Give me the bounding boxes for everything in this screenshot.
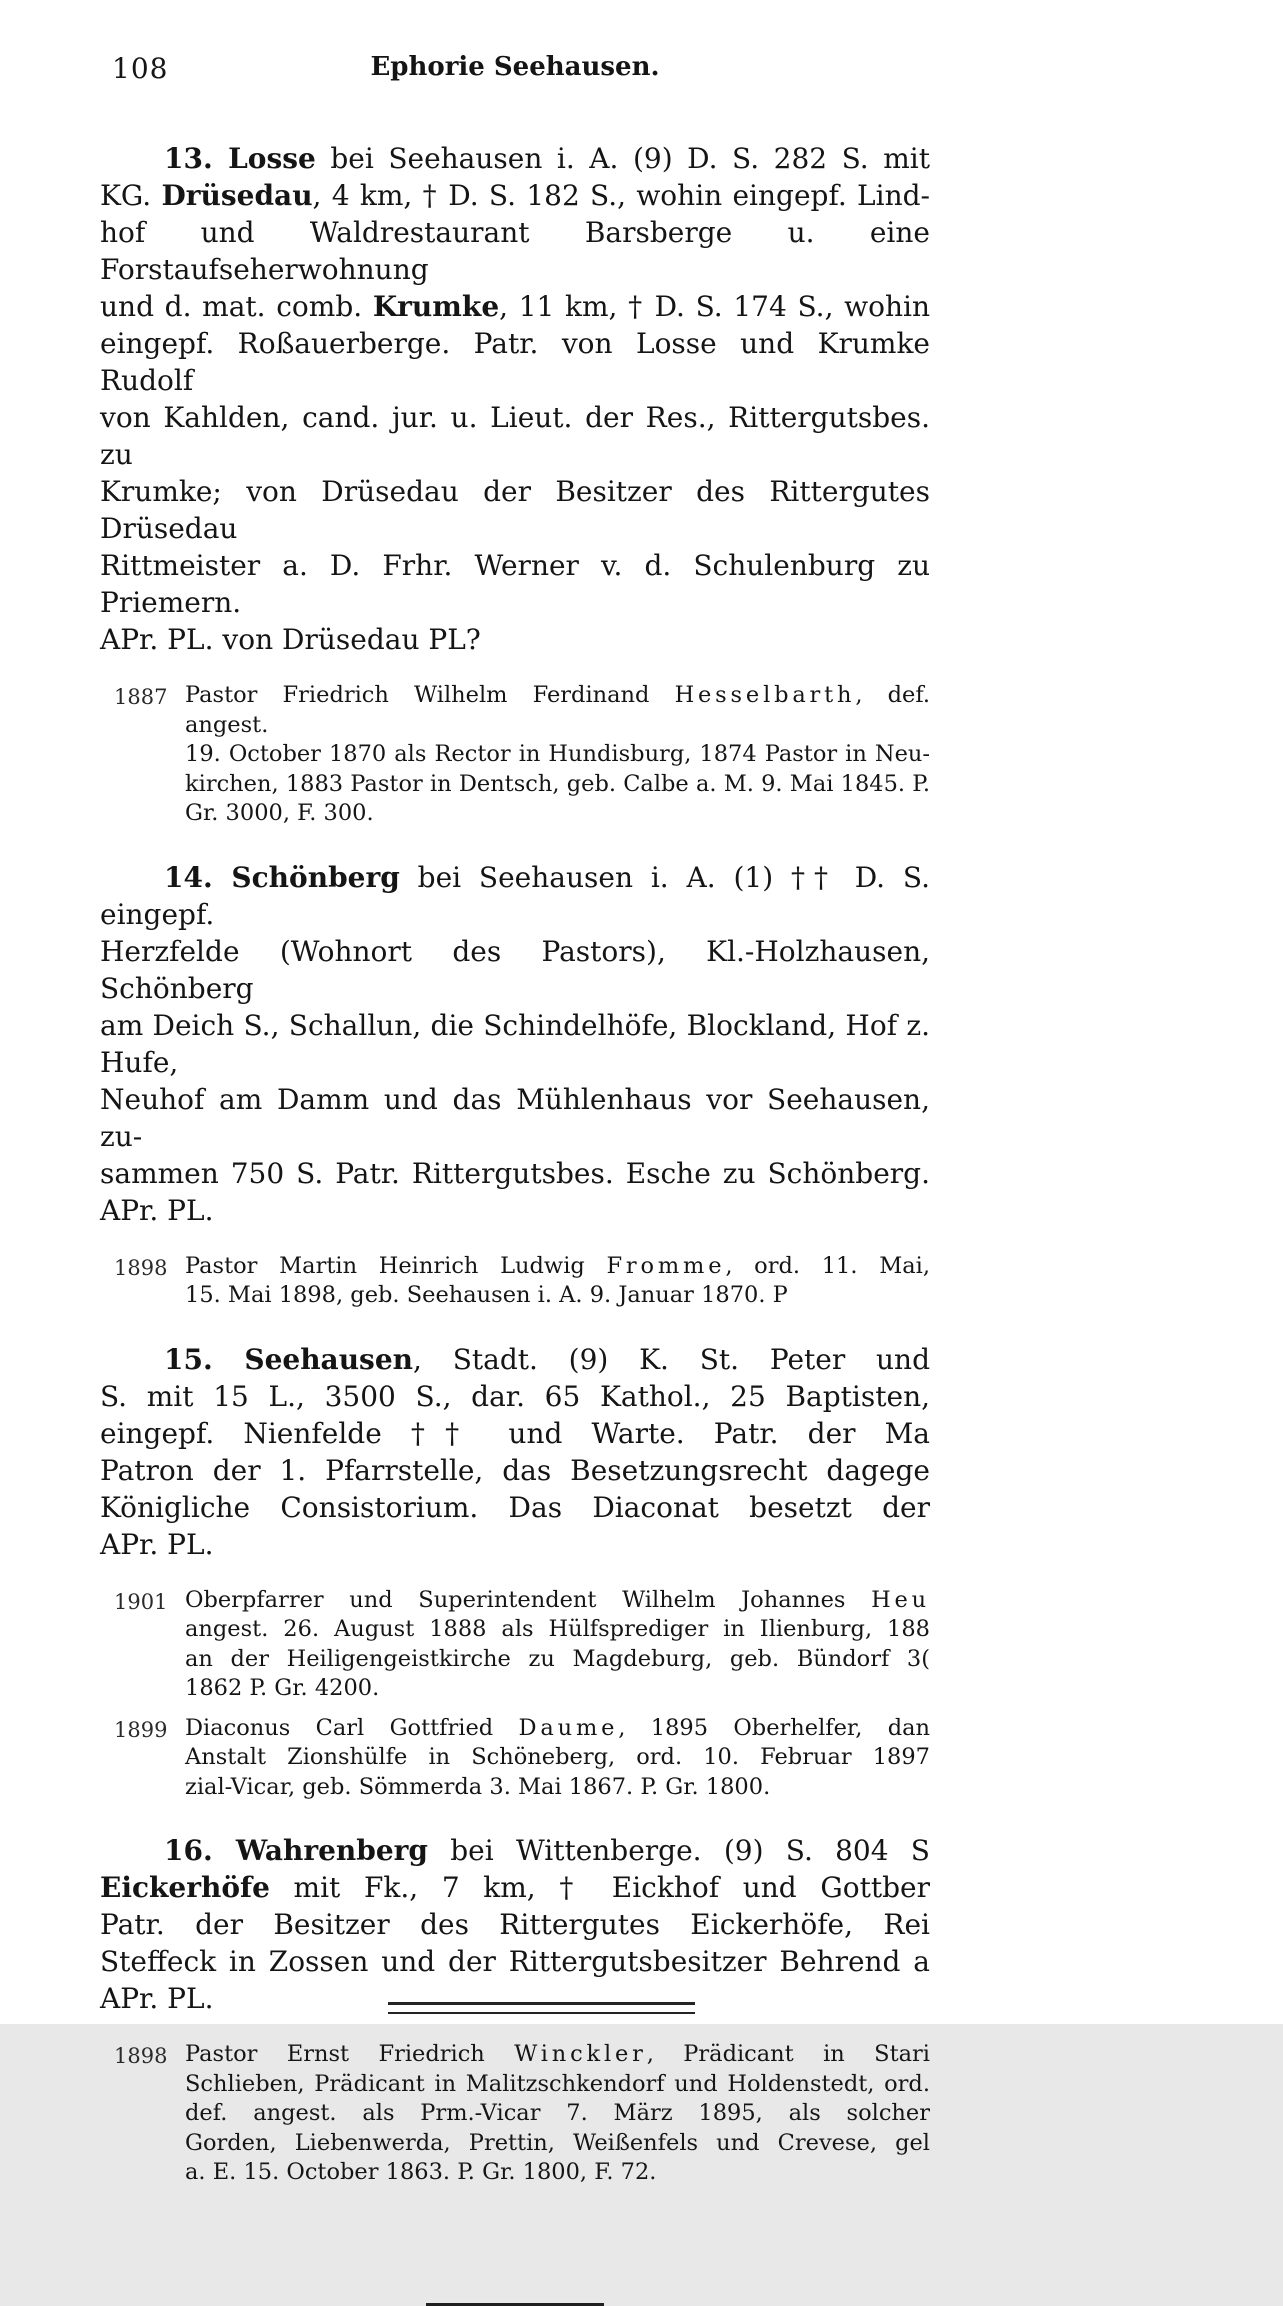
entry-line [100, 1869, 930, 1906]
note-line [185, 681, 930, 740]
note-line [185, 1615, 930, 1645]
entry-line [100, 399, 930, 473]
text-segment: 1862 P. Gr. 4200. [185, 1675, 380, 1701]
note-line [185, 770, 930, 800]
entry-block [100, 140, 930, 658]
text-segment: kirchen, 1883 Pastor in Dentsch, geb. Calbe a. M. 9. Mai 1845. P. [185, 770, 930, 797]
text-segment: Diaconus Carl Gottfried [185, 1714, 519, 1741]
note-line [185, 1586, 930, 1616]
text-segment: , ord. 11. Mai, [725, 1252, 930, 1279]
note-block [100, 1252, 930, 1311]
text-segment: bei Wittenberge. (9) S. 804 S [427, 1834, 930, 1867]
note-block [100, 1714, 930, 1803]
text-segment: Schlieben, Prädicant in Malitzschkendorf und Holdenstedt, ord. [185, 2070, 930, 2097]
entry-line [100, 859, 930, 933]
entry-line [100, 288, 930, 325]
text-segment: Rittmeister a. D. Frhr. Werner v. d. Schulenburg zu Priemern. [100, 549, 930, 619]
section-end-rule [426, 2303, 604, 2306]
note-block [100, 681, 930, 829]
note-line [185, 2099, 930, 2129]
entry-line [100, 473, 930, 547]
note-line [185, 1674, 930, 1704]
note-line [185, 2129, 930, 2159]
text-segment: Heu [871, 1586, 930, 1613]
entry-line [100, 1415, 930, 1452]
text-segment: , Stadt. (9) K. St. Peter und [413, 1342, 931, 1376]
note-block [100, 2040, 930, 2188]
text-segment: 15. Mai 1898, geb. Seehausen i. A. 9. Januar 1870. P [185, 1282, 788, 1308]
entry-line [100, 1341, 930, 1378]
entry-line [100, 1526, 930, 1563]
text-segment: Eickerhöfe [100, 1871, 270, 1904]
text-segment: an der Heiligengeistkirche zu Magdeburg, geb. Bündorf 3( [185, 1645, 930, 1672]
text-column [100, 130, 930, 2306]
text-segment: angest. 26. August 1888 als Hülfsprediger in Ilienburg, 188 [185, 1616, 930, 1642]
text-segment: KG. [100, 179, 162, 212]
note-line [185, 2158, 930, 2188]
entry-line [100, 547, 930, 621]
text-segment: Drüsedau [161, 179, 313, 212]
text-segment: Fromme [606, 1252, 726, 1279]
note-line [185, 1714, 930, 1744]
entry-line [100, 933, 930, 1007]
text-segment: Daume [518, 1714, 619, 1741]
text-segment: 19. October 1870 als Rector in Hundisburg, 1874 Pastor in Neu- [185, 741, 930, 767]
text-segment: APr. PL. [100, 1193, 214, 1227]
text-segment: Anstalt Zionshülfe in Schöneberg, ord. 10. Februar 1897 [185, 1744, 930, 1770]
text-segment: am Deich S., Schallun, die Schindelhöfe, Blockland, Hof z. Hufe, [100, 1008, 930, 1079]
note-year: 1898 [114, 2044, 168, 2068]
text-segment: Königliche Consistorium. Das Diaconat besetzt der [100, 1490, 930, 1524]
note-line [185, 2070, 930, 2100]
entry-line [100, 140, 930, 177]
text-segment: Herzfelde (Wohnort des Pastors), Kl.-Holzhausen, Schönberg [100, 934, 930, 1005]
text-segment: von Kahlden, cand. jur. u. Lieut. der Res., Rittergutsbes. zu [100, 401, 930, 471]
entry-block [100, 1832, 930, 2017]
bottom-double-rule [388, 2002, 695, 2014]
entry-line [100, 325, 930, 399]
note-year: 1898 [114, 1255, 168, 1280]
entry-block [100, 1341, 930, 1563]
text-segment: APr. PL. [100, 1982, 214, 2015]
note-line [185, 799, 930, 829]
entry-block [100, 859, 930, 1229]
text-segment: Hesselbarth [674, 682, 856, 708]
text-segment: eingepf. Roßauerberge. Patr. von Losse und Krumke Rudolf [100, 327, 930, 397]
text-segment: a. E. 15. October 1863. P. Gr. 1800, F. 72. [185, 2159, 657, 2185]
text-segment: 14. Schönberg [164, 860, 400, 894]
text-segment: APr. PL. von Drüsedau PL? [100, 623, 481, 656]
text-segment: 15. Seehausen [164, 1342, 413, 1376]
text-segment: eingepf. Nienfelde †† und Warte. Patr. der Ma [100, 1416, 930, 1450]
text-segment: Pastor Martin Heinrich Ludwig [185, 1252, 607, 1279]
text-segment: Krumke; von Drüsedau der Besitzer des Rittergutes Drüsedau [100, 475, 930, 545]
entry-line [100, 1155, 930, 1192]
text-segment: , 1895 Oberhelfer, dan [618, 1714, 930, 1741]
entry-line [100, 214, 930, 288]
entry-line [100, 177, 930, 214]
text-segment: Patr. der Besitzer des Rittergutes Eickerhöfe, Rei [100, 1908, 930, 1941]
text-segment: Patron der 1. Pfarrstelle, das Besetzungsrecht dagege [100, 1453, 930, 1487]
text-segment: 16. Wahrenberg [164, 1834, 428, 1867]
entry-line [100, 1192, 930, 1229]
text-segment: Pastor Friedrich Wilhelm Ferdinand [185, 682, 675, 708]
text-segment: bei Seehausen i. A. (9) D. S. 282 S. mit [315, 142, 931, 175]
note-line [185, 2040, 930, 2070]
note-block [100, 1586, 930, 1704]
text-segment: Oberpfarrer und Superintendent Wilhelm Johannes [185, 1586, 872, 1613]
text-segment: def. angest. als Prm.-Vicar 7. März 1895, als solcher [185, 2100, 930, 2126]
text-segment: mit Fk., 7 km, † Eickhof und Gottber [269, 1871, 930, 1904]
text-segment: bei Seehausen i. A. (1) †† D. S. eingepf. [100, 860, 931, 931]
text-segment: , 11 km, † D. S. 174 S., wohin [499, 290, 930, 323]
text-segment: Neuhof am Damm und das Mühlenhaus vor Seehausen, zu- [100, 1082, 930, 1153]
text-segment: Gr. 3000, F. 300. [185, 800, 374, 826]
text-segment: Pastor Ernst Friedrich [185, 2041, 515, 2067]
entry-line [100, 1943, 930, 1980]
note-line [185, 1645, 930, 1675]
text-segment: APr. PL. [100, 1527, 214, 1561]
entry-line [100, 1906, 930, 1943]
text-segment: sammen 750 S. Patr. Rittergutsbes. Esche zu Schönberg. [100, 1156, 930, 1190]
text-segment: , def. angest. [185, 682, 931, 738]
note-year: 1887 [114, 685, 168, 709]
entry-line [100, 1489, 930, 1526]
note-year: 1899 [114, 1717, 168, 1742]
entry-line [100, 621, 930, 658]
text-segment: Gorden, Liebenwerda, Prettin, Weißenfels und Crevese, gel [185, 2129, 930, 2156]
page-number: 108 [112, 52, 169, 85]
entry-line [100, 1452, 930, 1489]
text-segment: hof und Waldrestaurant Barsberge u. eine Forstaufseherwohnung [100, 216, 930, 286]
text-segment: Krumke [372, 290, 500, 323]
text-segment: , 4 km, † D. S. 182 S., wohin eingepf. Lind- [312, 179, 930, 212]
note-line [185, 1281, 930, 1311]
text-segment: S. mit 15 L., 3500 S., dar. 65 Kathol., 25 Baptisten, [100, 1379, 930, 1413]
note-line [185, 1743, 930, 1773]
text-segment: , Prädicant in Stari [646, 2041, 930, 2067]
text-segment: und d. mat. comb. [100, 290, 373, 323]
note-line [185, 1773, 930, 1803]
entry-line [100, 1007, 930, 1081]
text-segment: 13. Losse [164, 142, 316, 175]
text-segment: Steffeck in Zossen und der Rittergutsbesitzer Behrend a [100, 1945, 930, 1978]
entry-line [100, 1081, 930, 1155]
running-title: Ephorie Seehausen. [370, 52, 660, 82]
note-line [185, 740, 930, 770]
entry-line [100, 1832, 930, 1869]
entry-line [100, 1378, 930, 1415]
note-year: 1901 [114, 1589, 168, 1614]
note-line [185, 1252, 930, 1282]
text-segment: zial-Vicar, geb. Sömmerda 3. Mai 1867. P. Gr. 1800. [185, 1773, 771, 1800]
text-segment: Winckler [514, 2041, 647, 2067]
